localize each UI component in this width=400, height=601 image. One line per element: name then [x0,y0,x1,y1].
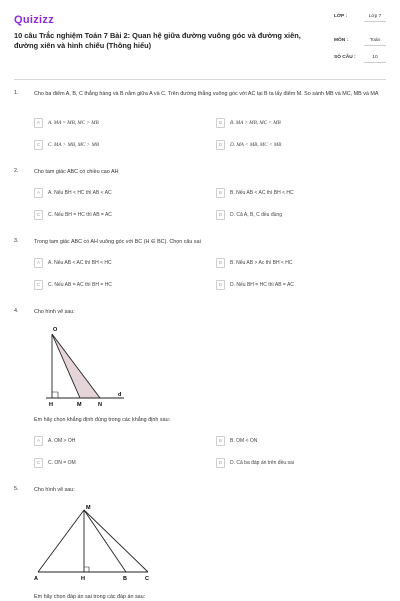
right-angle-mark [84,567,89,572]
question-subtext: Em hãy chọn đáp án sai trong các đáp án sau: [34,594,146,600]
option-letter: D [216,280,225,290]
option-a[interactable] [34,258,189,268]
option-letter: D [216,140,225,150]
right-angle-mark [52,392,58,398]
label-b: B [123,576,127,580]
option-c[interactable] [34,140,189,150]
figure-triangle-mabc [30,500,158,580]
label-m: M [86,505,91,511]
meta-class-label: LỚP : [334,14,348,19]
option-text: A. Nếu AB < AC thì BH < HC [48,259,112,266]
label-h: H [49,402,53,408]
question-number: 5. [14,486,19,492]
question-text: Cho ba điểm A, B, C thẳng hàng và B nằm giữa A và C. Trên đường thẳng vuông góc với AC tại B ta lấy điểm M. So sánh MB và MC, MB và MA [34,91,379,97]
option-letter: D [216,210,225,220]
option-text: B. OM < ON [230,437,258,444]
option-c[interactable] [34,458,189,468]
question-text: Cho hình vẽ sau: [34,487,75,493]
option-text: A. Nếu BH < HC thì AB < AC [48,189,112,196]
option-b[interactable] [216,188,371,198]
question-text: Cho tam giác ABC có chiều cao AH [34,169,119,175]
option-text: D. Cả A, B, C đều đúng [230,211,282,218]
option-a[interactable] [34,118,189,128]
option-text: D. Nếu BH = HC thì AB = AC [230,281,294,288]
option-b[interactable] [216,118,371,128]
meta-class-value: Lớp 7 [364,14,386,22]
label-o: O [53,327,58,333]
option-b[interactable] [216,258,371,268]
option-letter: A [34,188,43,198]
option-d[interactable] [216,458,371,468]
option-d[interactable] [216,140,371,150]
segment-mb [84,510,126,572]
meta-count [334,55,390,67]
label-c: C [145,576,149,580]
question-number: 2. [14,168,19,174]
option-a[interactable] [34,188,189,198]
option-letter: B [216,436,225,446]
meta-subject-label: MÔN : [334,38,349,43]
option-letter: A [34,436,43,446]
option-letter: C [34,140,43,150]
option-text: A. MA = MB, MC > MB [48,119,99,126]
option-c[interactable] [34,280,189,290]
option-text: D. Cả ba đáp án trên đều sai [230,459,294,466]
meta-count-label: SỐ CÂU : [334,55,356,60]
option-text: C. MA > MB, MC > MB [48,141,99,148]
option-letter: C [34,280,43,290]
option-text: C. Nếu BH = HC thì AB = AC [48,211,112,218]
figure-perpendicular-oblique [40,324,130,410]
option-letter: C [34,458,43,468]
option-text: C. Nếu AB = AC thì BH = HC [48,281,112,288]
option-letter: C [34,210,43,220]
option-b[interactable] [216,436,371,446]
question-number: 3. [14,238,19,244]
meta-count-value: 10 [364,55,386,63]
question-text: Trong tam giác ABC có AH vuông góc với BC (H ∈ BC). Chọn câu sai [34,239,201,245]
label-m: M [77,402,82,408]
option-letter: A [34,258,43,268]
meta-subject [334,38,390,53]
label-n: N [98,402,102,408]
option-text: B. Nếu AB > Ac thì BH < HC [230,259,293,266]
option-letter: B [216,118,225,128]
meta-class [334,14,390,34]
segment-ma [38,510,84,572]
label-d: d [118,392,122,398]
question-number: 4. [14,308,19,314]
option-letter: D [216,458,225,468]
option-d[interactable] [216,280,371,290]
segment-mc [84,510,148,572]
meta-subject-value: Toán [364,38,386,46]
question-number: 1. [14,90,19,96]
option-d[interactable] [216,210,371,220]
option-text: B. Nếu AB < AC thì BH < HC [230,189,294,196]
worksheet-meta [334,14,390,61]
label-h: H [81,576,85,580]
option-letter: A [34,118,43,128]
option-letter: B [216,188,225,198]
header-divider [14,79,386,80]
option-c[interactable] [34,210,189,220]
option-text: C. ON = OM [48,459,76,466]
question-text: Cho hình vẽ sau: [34,309,75,315]
option-letter: B [216,258,225,268]
quizizz-logo: Quizizz [14,14,54,26]
option-text: A. OM > OH [48,437,76,444]
option-text: B. MA > MB, MC < MB [230,119,281,126]
option-text: D. MA < MB, MC < MB [230,141,282,148]
page-title: 10 câu Trắc nghiệm Toán 7 Bài 2: Quan hệ giữa đường vuông góc và đường xiên, đường xiên và hình chiếu (Thông hiểu) [14,31,301,50]
label-a: A [34,576,38,580]
question-subtext: Em hãy chọn khẳng định đúng trong các khẳng định sau: [34,417,171,423]
option-a[interactable] [34,436,189,446]
